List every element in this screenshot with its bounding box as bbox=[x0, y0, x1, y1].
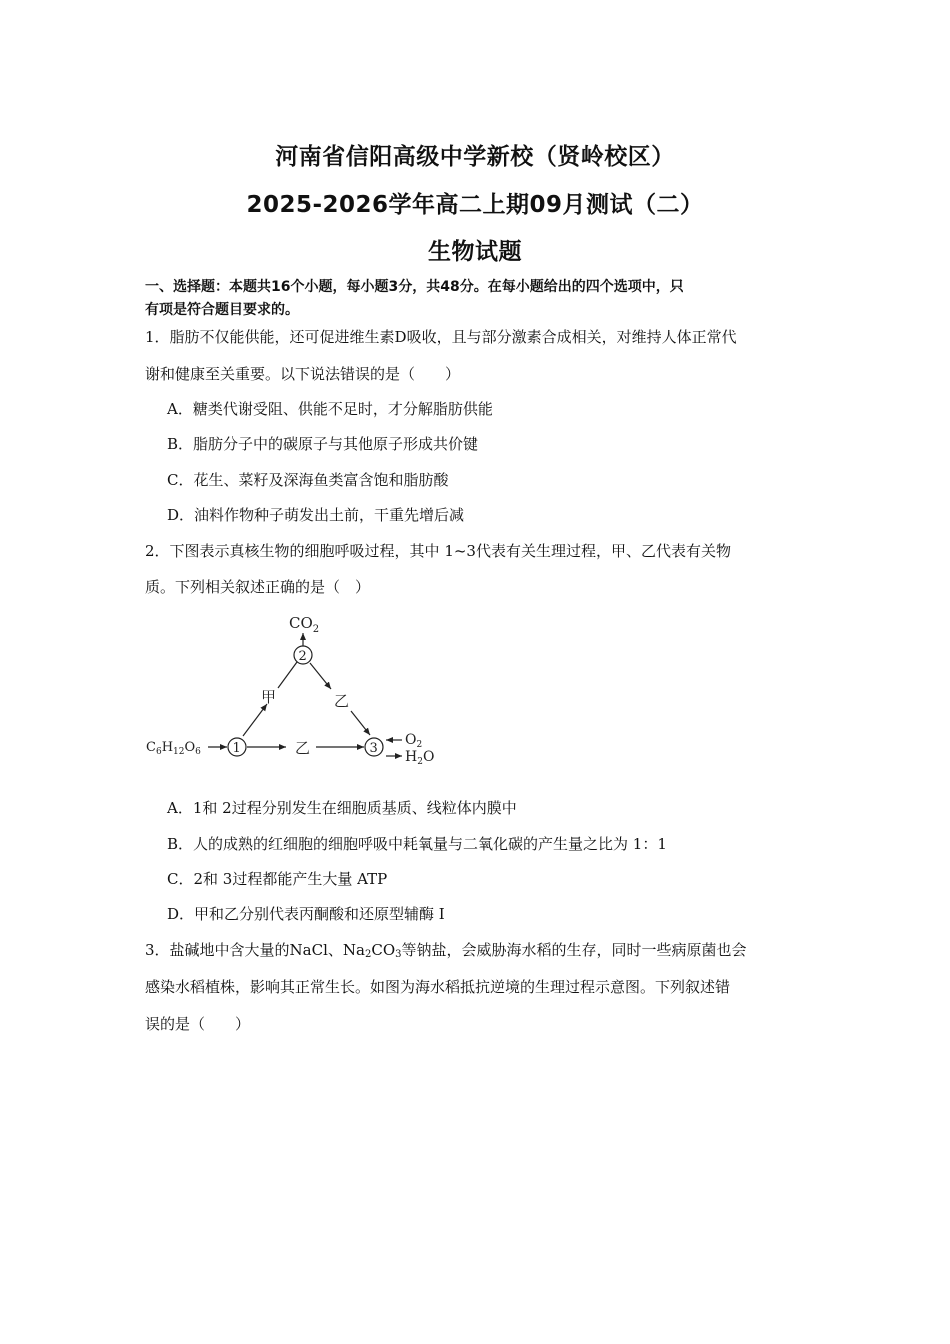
q2-stem-line2: 质。下列相关叙述正确的是（ ） bbox=[145, 578, 371, 596]
arrow-node1-to-jia bbox=[243, 704, 267, 736]
q2-option-c: C．2和 3过程都能产生大量 ATP bbox=[167, 870, 388, 888]
arrow-yi-to-node3 bbox=[351, 711, 370, 735]
arrow-node2-to-yi bbox=[310, 663, 331, 689]
label-jia: 甲 bbox=[261, 688, 277, 706]
q1-option-d: D．油料作物种子萌发出土前，干重先增后减 bbox=[167, 506, 465, 524]
node-3-label: 3 bbox=[369, 741, 378, 756]
q3-stem-part-b: CO bbox=[371, 941, 396, 959]
label-yi-bottom: 乙 bbox=[295, 739, 311, 757]
label-yi-top: 乙 bbox=[334, 692, 350, 710]
section-heading-line1: 一、选择题：本题共16个小题，每小题3分，共48分。在每小题给出的四个选项中，只 bbox=[145, 279, 684, 295]
node-2-label: 2 bbox=[298, 649, 307, 664]
exam-title-school: 河南省信阳高级中学新校（贤岭校区） bbox=[275, 144, 675, 170]
node-1-label: 1 bbox=[232, 741, 241, 756]
respiration-diagram bbox=[140, 608, 450, 768]
q2-option-a: A．1和 2过程分别发生在细胞质基质、线粒体内膜中 bbox=[167, 799, 517, 817]
q2-option-b: B．人的成熟的红细胞的细胞呼吸中耗氧量与二氧化碳的产生量之比为 1：1 bbox=[167, 835, 667, 853]
q1-stem-line2: 谢和健康至关重要。以下说法错误的是（ ） bbox=[145, 365, 461, 383]
exam-title-subject: 生物试题 bbox=[428, 239, 522, 265]
q3-stem-part-c: 等钠盐，会威胁海水稻的生存，同时一些病原菌也会 bbox=[401, 941, 747, 959]
section-heading-line2: 有项是符合题目要求的。 bbox=[145, 302, 299, 318]
co2-label: $CO_2$ bbox=[289, 614, 320, 635]
q1-option-c: C．花生、菜籽及深海鱼类富含饱和脂肪酸 bbox=[167, 471, 449, 489]
q1-option-b: B．脂肪分子中的碳原子与其他原子形成共价键 bbox=[167, 435, 479, 453]
o2-label: $O_2$ bbox=[405, 732, 423, 750]
q3-stem-line2: 感染水稻植株，影响其正常生长。如图为海水稻抵抗逆境的生理过程示意图。下列叙述错 bbox=[145, 978, 731, 996]
q3-stem-line3: 误的是（ ） bbox=[145, 1015, 251, 1033]
q1-stem-line1: 1．脂肪不仅能供能，还可促进维生素D吸收，且与部分激素合成相关，对维持人体正常代 bbox=[145, 328, 737, 346]
exam-title-term: 2025-2026学年高二上期09月测试（二） bbox=[246, 192, 704, 218]
q1-option-a: A．糖类代谢受阻、供能不足时，才分解脂肪供能 bbox=[167, 400, 493, 418]
h2o-label: $H_2O$ bbox=[405, 749, 435, 767]
q3-stem-sub1: 2 bbox=[364, 949, 372, 960]
q3-stem-sub2: 3 bbox=[395, 949, 402, 960]
section-heading bbox=[145, 276, 815, 322]
glucose-label: $C_6H_{12}O_6$ bbox=[146, 740, 201, 757]
q3-stem-line1 bbox=[145, 940, 747, 960]
line-jia-to-node2 bbox=[278, 662, 297, 688]
q2-stem-line1: 2．下图表示真核生物的细胞呼吸过程，其中 1~3代表有关生理过程，甲、乙代表有关物 bbox=[145, 542, 731, 560]
q2-option-d: D．甲和乙分别代表丙酮酸和还原型辅酶 I bbox=[167, 905, 445, 923]
q3-stem-part-a: 3．盐碱地中含大量的NaCl、Na bbox=[145, 941, 365, 959]
